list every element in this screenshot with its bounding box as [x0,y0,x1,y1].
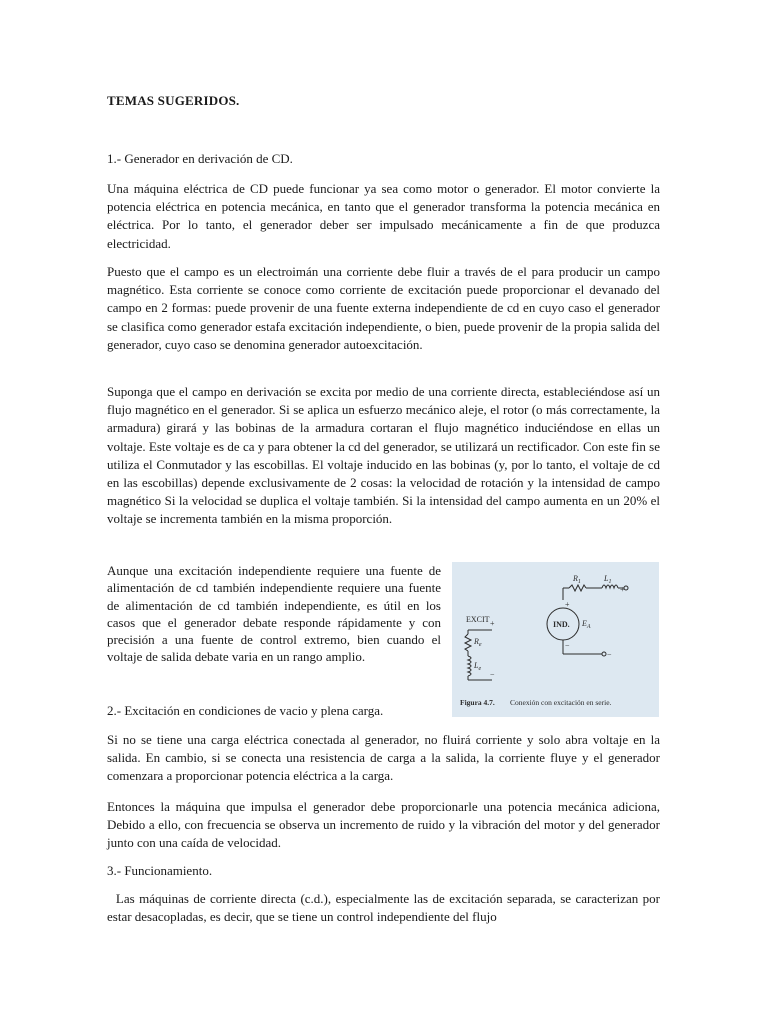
section-heading-3: 3.- Funcionamiento. [107,863,213,878]
page-title: TEMAS SUGERIDOS. [107,93,240,108]
plus-field: + [490,619,495,628]
circuit-diagram [452,562,659,717]
section-heading-1: 1.- Generador en derivación de CD. [107,151,293,166]
paragraph-1: Una máquina eléctrica de CD puede funcionar ya sea como motor o generador. El motor convierte la potencia eléctrica en potencia mecánica, en tanto que el generador transforma la potencia mecánica en eléctrica. Por lo tanto, el generador deber ser impulsado mecánicamente a fin de que produzca electricidad. [107,181,660,251]
minus-armature: − [565,641,570,650]
paragraph-5: Si no se tiene una carga eléctrica conectada al generador, no fluirá corriente y solo abra voltaje en la salida. En cambio, si se conecta una resistencia de carga a la salida, la corriente fluye y el generador comenzara a proporcionar potencia eléctrica a la carga. [107,732,660,784]
paragraph-4: Aunque una excitación independiente requiere una fuente de alimentación de cd también independiente requiere una fuente de alimentación de cd también independiente, es útil en los casos que el generador debate responde rápidamente y con precisión a una fuente de control extremo, bien cuando el voltaje de salida debate varia en un rango amplio. [107,563,441,665]
label-ea: $E_A$ [582,619,591,630]
label-rf: $R_e$ [474,637,482,648]
plus-armature: + [565,600,570,609]
label-ind: IND. [553,620,570,629]
label-excit: EXCIT [466,615,490,624]
plus-output: + [620,585,625,594]
section-heading-2: 2.- Excitación en condiciones de vacio y plena carga. [107,703,384,718]
paragraph-6: Entonces la máquina que impulsa el generador debe proporcionarle una potencia mecánica adiciona, Debido a ello, con frecuencia se observa un incremento de ruido y la vibración del motor y del generador junto con una caída de velocidad. [107,799,660,851]
paragraph-3: Suponga que el campo en derivación se excita por medio de una corriente directa, estableciéndose así un flujo magnético en el generador. Si se aplica un esfuerzo mecánico aleje, el rotor (o más correctamente, la armadura) girará y las bobinas de la armadura cortaran el flujo magnético induciéndose en ellas un voltaje. Este voltaje es de ca y para obtener la cd del generador, se utilizará un rectificador. Con este fin se utiliza el Conmutador y las escobillas. El voltaje inducido en las bobinas (y, por lo tanto, el voltaje de cd en las escobillas) depende exclusivamente de 2 cosas: la velocidad de rotación y la intensidad de campo magnético Si la velocidad se duplica el voltaje también. Si la intensidad del campo aumenta en un 20% el voltaje se incrementa también en la misma proporción. [107,384,660,527]
label-lf: $L_e$ [474,661,482,672]
label-r1: $R_1$ [573,574,581,585]
figure-caption-text: Conexión con excitación en serie. [510,698,612,707]
figure-caption-number: Figura 4.7. [460,698,495,707]
paragraph-7: Las máquinas de corriente directa (c.d.), especialmente las de excitación separada, se caracterizan por estar desacopladas, es decir, que se tiene un control independiente del flujo [107,891,664,925]
paragraph-2: Puesto que el campo es un electroimán una corriente debe fluir a través de el para producir un campo magnético. Esta corriente se conoce como corriente de excitación puede proporcionar el devanado del campo en 2 formas: puede provenir de una fuente externa independiente de cd en cuyo caso el generador se clasifica como generador estafa excitación independiente, o bien, puede provenir de la propia salida del generador, cuyo caso se denomina generador autoexcitación. [107,264,660,352]
minus-field: − [490,670,495,679]
circuit-figure [452,562,659,717]
minus-output: − [607,650,612,659]
label-l1: $L_1$ [604,574,612,585]
